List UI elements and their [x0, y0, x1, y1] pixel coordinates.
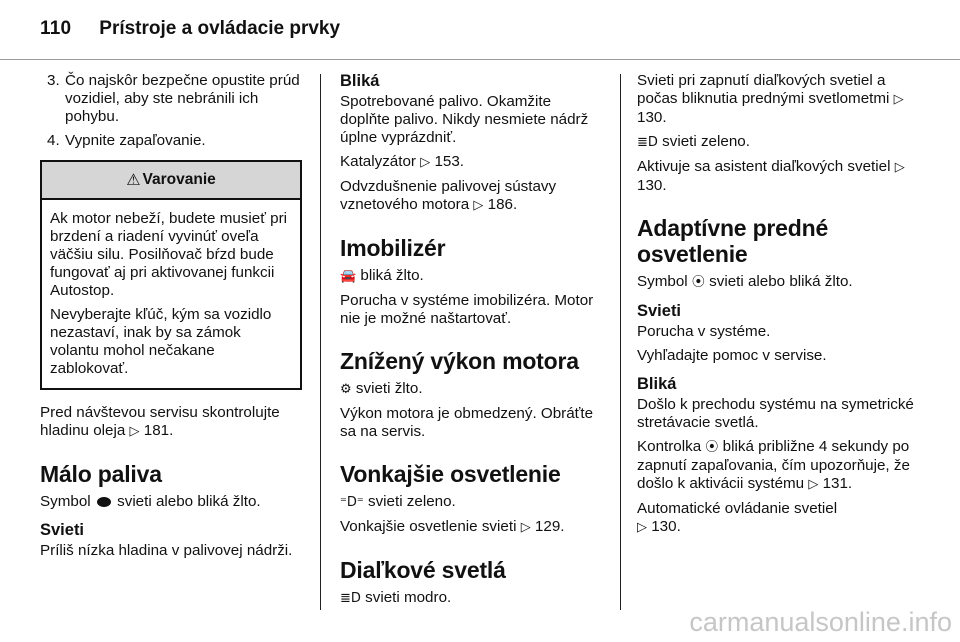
paragraph: Došlo k prechodu systému na symetrické stretávacie svetlá. [637, 396, 914, 431]
page-reference[interactable]: 131. [822, 475, 853, 492]
column-1 [40, 72, 302, 566]
warning-text: Ak motor nebeží, budete musieť pri brzdení a riadení vyvinúť oveľa väčšiu silu. Posilňovač bŕzd bude fungovať aj pri aktivovanej funkcii Autostop. [50, 210, 288, 299]
page-title: Prístroje a ovládacie prvky [99, 18, 341, 39]
page-reference[interactable]: 186. [487, 196, 518, 213]
paragraph: Spotrebované palivo. Okamžite doplňte palivo. Nikdy nesmiete nádrž úplne vyprázdniť. [340, 93, 589, 146]
header-divider [0, 59, 960, 60]
list-text: Vypnite zapaľovanie. [65, 132, 206, 149]
section-heading: Vonkajšie osvetlenie [340, 461, 561, 487]
warning-header [42, 162, 300, 200]
paragraph: Katalyzátor ▷ 153. [340, 153, 465, 170]
paragraph: ≣D svieti modro. [340, 589, 452, 606]
subheading: Svieti [40, 521, 85, 539]
page-reference[interactable]: 130. [637, 109, 667, 126]
high-beam-icon: ≣D [340, 591, 361, 606]
warning-box [40, 160, 302, 390]
page-ref-arrow-icon: ▷ [808, 477, 819, 492]
warning-title: Varovanie [142, 171, 216, 188]
section-heading: Znížený výkon motora [340, 348, 579, 374]
paragraph: Automatické ovládanie svetiel ▷ 130. [637, 500, 838, 535]
page-ref-arrow-icon: ▷ [129, 424, 140, 439]
engine-power-icon: ⚙ [340, 382, 352, 397]
paragraph: ≣D svieti zeleno. [637, 133, 750, 150]
warning-body [42, 200, 300, 388]
watermark: carmanualsonline.info [689, 607, 952, 637]
list-number: 4. [47, 132, 60, 149]
fuel-drop-icon [97, 497, 111, 507]
page-ref-arrow-icon: ▷ [520, 520, 531, 535]
page-ref-arrow-icon: ▷ [420, 155, 431, 170]
subheading: Svieti [637, 302, 682, 320]
immobilizer-icon: 🚘 [340, 269, 357, 284]
column-3 [637, 72, 923, 543]
warning-text: Nevyberajte kľúč, kým sa vozidlo nezastaví, inak by sa zámok volantu mohol nečakane zablokovať. [50, 306, 272, 377]
column-divider [620, 74, 621, 610]
paragraph: Porucha v systéme. [637, 323, 771, 340]
paragraph: ⁼D⁼ svieti zeleno. [340, 493, 456, 510]
column-divider [320, 74, 321, 610]
paragraph: Príliš nízka hladina v palivovej nádrži. [40, 542, 293, 559]
section-heading: Málo paliva [40, 461, 162, 487]
high-beam-assist-icon: ≣D [637, 135, 658, 150]
subheading: Bliká [340, 72, 380, 90]
page-reference[interactable]: 130. [651, 518, 681, 535]
exterior-light-icon: ⁼D⁼ [340, 495, 364, 510]
paragraph: Aktivuje sa asistent diaľkových svetiel ▷ 130. [637, 158, 905, 194]
paragraph: Symbol ⦿ svieti alebo bliká žlto. [637, 273, 853, 290]
list-number: 3. [47, 72, 60, 89]
oil-check-text: Pred návštevou servisu skontrolujte hladinu oleja ▷ 181. [40, 404, 280, 439]
section-heading: Adaptívne predné osvetlenie [637, 215, 829, 267]
paragraph: Porucha v systéme imobilizéra. Motor nie je možné naštartovať. [340, 292, 594, 327]
page-reference[interactable]: 153. [434, 153, 465, 170]
paragraph: Svieti pri zapnutí diaľkových svetiel a počas bliknutia prednými svetlometmi ▷ 130. [637, 72, 904, 126]
warning-icon: ⚠ [126, 170, 141, 189]
page-ref-arrow-icon: ▷ [894, 160, 905, 175]
paragraph: ⚙ svieti žlto. [340, 380, 423, 397]
page-reference[interactable]: 129. [534, 518, 565, 535]
list-text: Čo najskôr bezpečne opustite prúd vozidiel, aby ste nebránili ich pohybu. [65, 72, 300, 125]
paragraph: Vonkajšie osvetlenie svieti ▷ 129. [340, 518, 565, 535]
paragraph: Kontrolka ⦿ bliká približne 4 sekundy po zapnutí zapaľovania, čím upozorňuje, že došlo k aktivácii systému ▷ 131. [637, 438, 910, 492]
adaptive-light-icon: ⦿ [705, 440, 719, 455]
page-reference[interactable]: 181. [143, 422, 174, 439]
fuel-symbol-text: Symbol svieti alebo bliká žlto. [40, 493, 261, 510]
paragraph: Odvzdušnenie palivovej sústavy vznetového motora ▷ 186. [340, 178, 557, 213]
paragraph: Vyhľadajte pomoc v servise. [637, 347, 827, 364]
column-2 [340, 72, 604, 614]
subheading: Bliká [637, 375, 677, 393]
paragraph: Výkon motora je obmedzený. Obráťte sa na servis. [340, 405, 594, 440]
page-ref-arrow-icon: ▷ [893, 92, 904, 107]
page-header [40, 18, 340, 48]
section-heading: Imobilizér [340, 235, 446, 261]
page-ref-arrow-icon: ▷ [637, 520, 647, 535]
page-reference[interactable]: 130. [637, 177, 667, 194]
list-item [40, 132, 302, 150]
list-item [40, 72, 302, 126]
section-heading: Diaľkové svetlá [340, 557, 506, 583]
adaptive-light-icon: ⦿ [691, 275, 705, 290]
page-number: 110 [40, 18, 72, 39]
page-ref-arrow-icon: ▷ [473, 198, 484, 213]
paragraph: 🚘 bliká žlto. [340, 267, 424, 284]
